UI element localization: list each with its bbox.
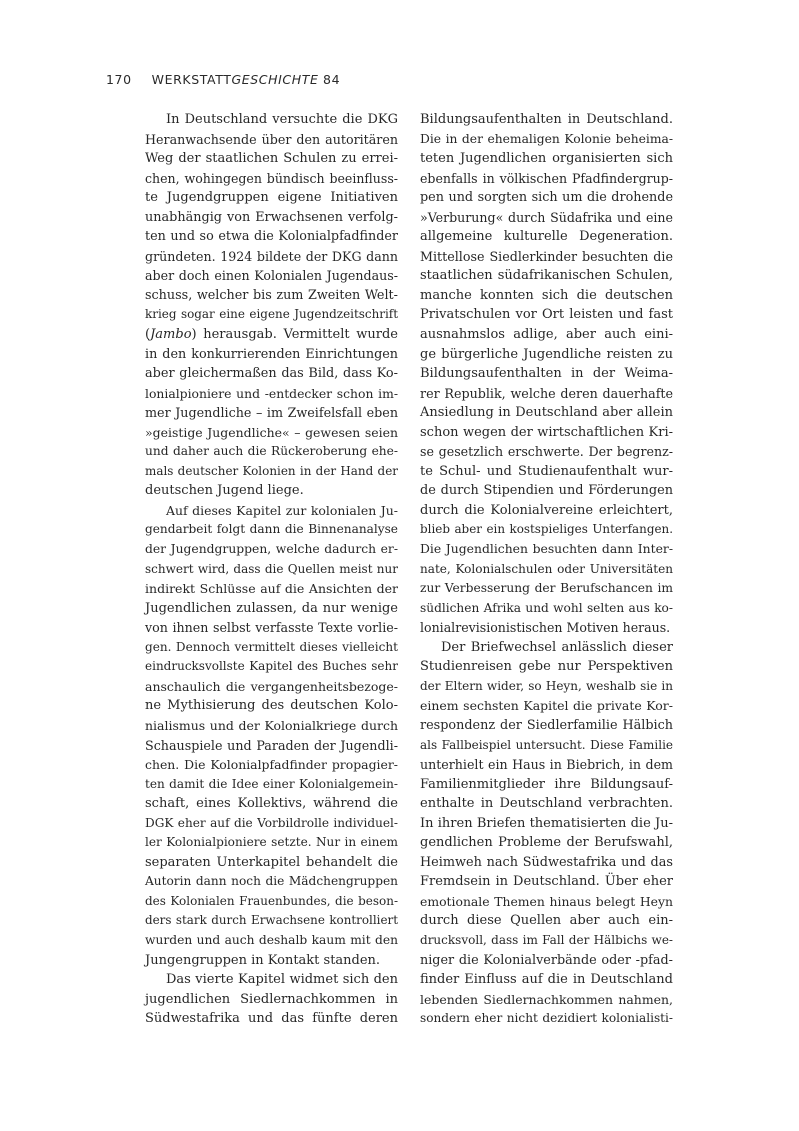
text-line: nate, Kolonialschulen oder Universitäten xyxy=(420,561,673,576)
text-line: lebenden Siedlernachkommen nahmen, xyxy=(420,991,673,1007)
text-line: drucksvoll, dass im Fall der Hälbichs we- xyxy=(420,932,673,947)
text-line: Heranwachsende über den autoritären xyxy=(145,131,398,147)
text-line: »geistige Jugendliche« – gewesen seien xyxy=(145,424,398,440)
text-line: schuss, welcher bis zum Zweiten Welt- xyxy=(145,287,398,303)
text-line: unterhielt ein Haus in Biebrich, in dem xyxy=(420,757,673,773)
text-line: südlichen Afrika und wohl selten aus ko- xyxy=(420,600,673,615)
text-column-right xyxy=(420,110,673,1029)
text-line: DGK eher auf die Vorbildrolle individuel- xyxy=(145,815,398,830)
text-line: sondern eher nicht dezidiert kolonialisti- xyxy=(420,1011,673,1026)
text-line: schon wegen der wirtschaftlichen Kri- xyxy=(420,424,673,440)
text-line: se gesetzlich erschwerte. Der begrenz- xyxy=(420,444,673,460)
text-line: lonialpioniere und -entdecker schon im- xyxy=(145,385,398,401)
text-line: manche konnten sich die deutschen xyxy=(420,287,673,303)
text-line: ler Kolonialpioniere setzte. Nur in einem xyxy=(145,835,398,850)
text-line: respondenz der Siedlerfamilie Hälbich xyxy=(420,717,673,733)
text-line: teten Jugendlichen organisierten sich xyxy=(420,151,673,167)
text-line: Familienmitglieder ihre Bildungsauf- xyxy=(420,776,673,792)
text-line: gen. Dennoch vermittelt dieses vielleicht xyxy=(145,639,398,654)
text-line: durch die Kolonialvereine erleichtert, xyxy=(420,502,673,518)
text-line: te Jugendgruppen eigene Initiativen xyxy=(145,190,398,206)
text-line: krieg sogar eine eigene Jugendzeitschrift xyxy=(145,307,398,322)
text-line: te Schul- und Studienaufenthalt wur- xyxy=(420,463,673,479)
text-column-left xyxy=(145,110,398,1029)
text-line: Auf dieses Kapitel zur kolonialen Ju- xyxy=(166,502,398,518)
text-line: aber doch einen Kolonialen Jugendaus- xyxy=(145,268,398,284)
text-line: wurden und auch deshalb kaum mit den xyxy=(145,932,398,947)
text-line: Privatschulen vor Ort leisten und fast xyxy=(420,307,673,323)
text-line: aber gleichermaßen das Bild, dass Ko- xyxy=(145,366,398,382)
text-line: in den konkurrierenden Einrichtungen xyxy=(145,346,398,362)
text-line: schwert wird, dass die Quellen meist nur xyxy=(145,561,398,576)
text-line: Fremdsein in Deutschland. Über eher xyxy=(420,874,673,890)
text-line: In ihren Briefen thematisierten die Ju- xyxy=(420,815,673,831)
text-line: ge bürgerliche Jugendliche reisten zu xyxy=(420,346,673,362)
text-line: anschaulich die vergangenheitsbezoge- xyxy=(145,678,398,694)
text-line: zur Verbesserung der Berufschancen im xyxy=(420,581,673,596)
text-line: emotionale Themen hinaus belegt Heyn xyxy=(420,893,673,909)
text-line: indirekt Schlüsse auf die Ansichten der xyxy=(145,581,398,597)
text-line: ausnahmslos adlige, aber auch eini- xyxy=(420,327,673,343)
text-line: staatlichen südafrikanischen Schulen, xyxy=(420,268,673,284)
text-line: einem sechsten Kapitel die private Kor- xyxy=(420,698,673,714)
text-line: und daher auch die Rückeroberung ehe- xyxy=(145,444,398,459)
text-line: durch diese Quellen aber auch ein- xyxy=(420,913,673,929)
text-line: als Fallbeispiel untersucht. Diese Familie xyxy=(420,737,673,752)
text-line: Weg der staatlichen Schulen zu errei- xyxy=(145,151,398,167)
text-line: Jungengruppen in Kontakt standen. xyxy=(145,952,381,968)
book-title-emphasis: Jambo xyxy=(150,327,192,343)
text-line: Bildungsaufenthalten in Deutschland. xyxy=(420,112,673,127)
text-line: Ansiedlung in Deutschland aber allein xyxy=(420,405,673,421)
page-number: 170 xyxy=(106,72,132,87)
text-line: enthalte in Deutschland verbrachten. xyxy=(420,796,673,812)
text-line: der Jugendgruppen, welche dadurch er- xyxy=(145,542,398,557)
text-line: nialismus und der Kolonialkriege durch xyxy=(145,717,398,733)
text-line: des Kolonialen Frauenbundes, die beson- xyxy=(145,893,398,908)
text-line: ebenfalls in völkischen Pfadfindergrup- xyxy=(420,170,673,186)
text-line: Jugendlichen zulassen, da nur wenige xyxy=(145,600,398,616)
text-line: Der Briefwechsel anlässlich dieser xyxy=(441,639,673,655)
text-line: unabhängig von Erwachsenen verfolg- xyxy=(145,209,398,225)
text-line: gendarbeit folgt dann die Binnenanalyse xyxy=(145,522,398,537)
text-line: Südwestafrika und das fünfte deren xyxy=(145,1011,398,1027)
text-line: Die Jugendlichen besuchten dann Inter- xyxy=(420,542,673,557)
text-line: deutschen Jugend liege. xyxy=(145,483,304,499)
text-line: blieb aber ein kostspieliges Unterfangen. xyxy=(420,522,673,537)
text-line: schaft, eines Kollektivs, während die xyxy=(145,796,398,812)
text-line: Heimweh nach Südwestafrika und das xyxy=(420,854,673,870)
text-line: Die in der ehemaligen Kolonie beheima- xyxy=(420,131,673,146)
text-line: separaten Unterkapitel behandelt die xyxy=(145,854,398,870)
text-line: niger die Kolonialverbände oder -pfad- xyxy=(420,952,673,968)
text-line: allgemeine kulturelle Degeneration. xyxy=(420,229,673,245)
text-line: In Deutschland versuchte die DKG xyxy=(166,112,398,127)
journal-title-emphasis: GESCHICHTE xyxy=(231,72,319,87)
journal-title-prefix: WERKSTATT xyxy=(151,72,232,87)
text-line: ne Mythisierung des deutschen Kolo- xyxy=(145,698,398,714)
text-line: Bildungsaufenthalten in der Weima- xyxy=(420,366,673,382)
running-head xyxy=(106,72,340,92)
text-line: Studienreisen gebe nur Perspektiven xyxy=(420,659,673,675)
text-line: Mittellose Siedlerkinder besuchten die xyxy=(420,248,673,264)
text-line: Schauspiele und Paraden der Jugendli- xyxy=(145,737,398,753)
text-line: mer Jugendliche – im Zweifelsfall eben xyxy=(145,405,398,421)
text-line: der Eltern wider, so Heyn, weshalb sie in xyxy=(420,678,673,693)
text-line: ders stark durch Erwachsene kontrolliert xyxy=(145,913,398,928)
text-line: chen, wohingegen bündisch beeinfluss- xyxy=(145,170,398,186)
text-line: Autorin dann noch die Mädchengruppen xyxy=(145,874,398,889)
text-line: ten damit die Idee einer Kolonialgemein- xyxy=(145,776,398,791)
text-line: jugendlichen Siedlernachkommen in xyxy=(145,991,398,1007)
text-line: (Jambo) herausgab. Vermittelt wurde xyxy=(145,327,398,343)
text-line: pen und sorgten sich um die drohende xyxy=(420,190,673,206)
text-line: eindrucksvollste Kapitel des Buches sehr xyxy=(145,659,398,674)
text-line: lonialrevisionistischen Motiven heraus. xyxy=(420,620,671,636)
text-line: von ihnen selbst verfasste Texte vorlie- xyxy=(145,620,398,636)
text-line: rer Republik, welche deren dauerhafte xyxy=(420,385,673,401)
text-line: finder Einfluss auf die in Deutschland xyxy=(420,972,673,988)
text-line: chen. Die Kolonialpfadfinder propagier- xyxy=(145,757,398,773)
text-line: de durch Stipendien und Förderungen xyxy=(420,483,673,499)
issue-number: 84 xyxy=(318,72,341,87)
text-line: ten und so etwa die Kolonialpfadfinder xyxy=(145,229,398,245)
text-line: mals deutscher Kolonien in der Hand der xyxy=(145,463,398,478)
text-line: gendlichen Probleme der Berufswahl, xyxy=(420,835,673,851)
text-line: Das vierte Kapitel widmet sich den xyxy=(166,972,398,988)
text-line: »Verburung« durch Südafrika und eine xyxy=(420,209,673,225)
text-line: gründeten. 1924 bildete der DKG dann xyxy=(145,248,398,264)
